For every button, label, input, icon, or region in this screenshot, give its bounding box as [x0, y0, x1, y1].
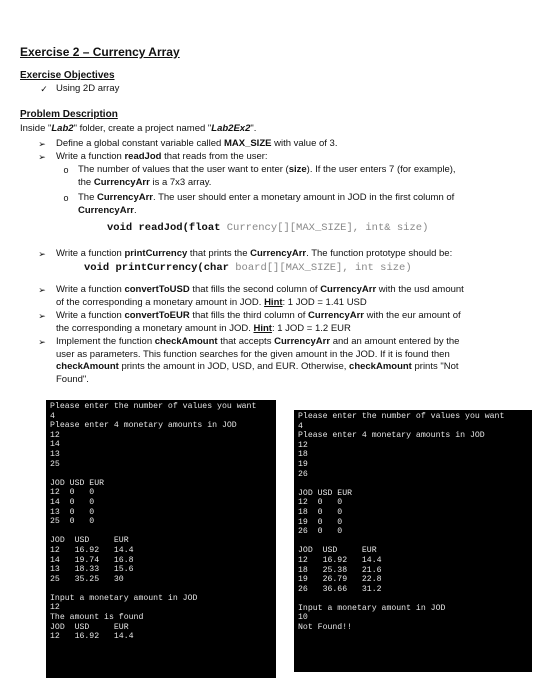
terminal-line [298, 537, 528, 547]
terminal-line: 13 [50, 449, 60, 459]
terminal-line: 19 [298, 459, 308, 469]
terminal-line [50, 584, 272, 594]
exercise-title: Exercise 2 – Currency Array [20, 45, 180, 59]
terminal-line: 14 19.74 16.8 [50, 555, 134, 565]
terminal-line: 10 [298, 613, 308, 623]
terminal-line [298, 479, 528, 489]
subbullet-currencyarr: o The CurrencyArr. The user should enter a monetary amount in JOD in the first column of CurrencyArr. [58, 192, 454, 217]
terminal-line: 25 0 0 [50, 517, 95, 527]
terminal-line: 12 [50, 603, 60, 613]
checkmark-icon: ✓ [40, 84, 48, 94]
terminal-line: 18 0 0 [298, 507, 343, 517]
terminal-line: Not Found!! [298, 623, 353, 633]
terminal-line: 12 16.92 14.4 [298, 555, 382, 565]
terminal-line: 13 0 0 [50, 507, 95, 517]
problem-heading: Problem Description [20, 109, 118, 120]
terminal-line: 12 16.92 14.4 [50, 632, 134, 642]
terminal-line: 4 [298, 421, 303, 431]
terminal-line: 26 0 0 [298, 527, 343, 537]
arrow-bullet-icon: ➢ [38, 152, 46, 162]
terminal-line: 19 0 0 [298, 517, 343, 527]
subbullet-size: o The number of values that the user want to enter (size). If the user enters 7 (for example), the CurrencyArr is a 7x3 array. [58, 164, 456, 189]
terminal-line: Input a monetary amount in JOD [298, 603, 446, 613]
bullet-printcurrency: ➢ Write a function printCurrency that prints the CurrencyArr. The function prototype should be: [34, 248, 452, 261]
arrow-bullet-icon: ➢ [38, 285, 46, 295]
terminal-output-not-found [294, 410, 532, 672]
terminal-line: JOD USD EUR [50, 622, 129, 632]
terminal-line: 13 18.33 15.6 [50, 565, 134, 575]
terminal-line: JOD USD EUR [298, 488, 353, 498]
terminal-line: Please enter the number of values you want [298, 412, 505, 421]
terminal-line: 12 0 0 [298, 498, 343, 508]
terminal-output-found [46, 400, 276, 678]
terminal-line: 18 [298, 450, 308, 460]
arrow-bullet-icon: ➢ [38, 249, 46, 259]
terminal-line: The amount is found [50, 613, 144, 623]
terminal-line [50, 469, 272, 479]
terminal-line: 26 36.66 31.2 [298, 584, 382, 594]
arrow-bullet-icon: ➢ [38, 311, 46, 321]
terminal-line: JOD USD EUR [50, 536, 129, 546]
bullet-readjod: ➢ Write a function readJod that reads from the user: [34, 151, 268, 164]
terminal-line: 12 16.92 14.4 [50, 545, 134, 555]
terminal-line: 26 [298, 469, 308, 479]
terminal-line: 12 0 0 [50, 488, 95, 498]
terminal-line: Please enter the number of values you want [50, 402, 257, 411]
terminal-line: 4 [50, 411, 55, 421]
circle-bullet-icon: o [63, 193, 69, 203]
bullet-checkamount: ➢ Implement the function checkAmount that accepts CurrencyArr and an amount entered by the user as parameters. This function searches for the given amount in the JOD. If it is found then checkAmount prints the amount in JOD, USD, and EUR. Otherwise, checkAmount prints "Not Found". [34, 336, 459, 386]
terminal-line: JOD USD EUR [50, 478, 105, 488]
bullet-converttousd: ➢ Write a function convertToUSD that fills the second column of CurrencyArr with the usd amount of the corresponding a monetary amount in JOD. Hint: 1 JOD = 1.41 USD [34, 284, 464, 309]
terminal-line: Please enter 4 monetary amounts in JOD [298, 431, 485, 441]
terminal-line: 12 [50, 430, 60, 440]
arrow-bullet-icon: ➢ [38, 337, 46, 347]
terminal-line: Please enter 4 monetary amounts in JOD [50, 421, 237, 431]
terminal-line: 25 [50, 459, 60, 469]
objective-item [36, 83, 119, 96]
bullet-converttoeur: ➢ Write a function convertToEUR that fills the third column of CurrencyArr with the eur amount of the corresponding a monetary amount in JOD. Hint: 1 JOD = 1.2 EUR [34, 310, 461, 335]
terminal-line: 19 26.79 22.8 [298, 575, 382, 585]
terminal-line: Input a monetary amount in JOD [50, 593, 198, 603]
readjod-prototype: void readJod(float Currency[][MAX_SIZE], int& size) [107, 222, 429, 234]
circle-bullet-icon: o [63, 165, 69, 175]
arrow-bullet-icon: ➢ [38, 139, 46, 149]
problem-intro: Inside "Lab2" folder, create a project named "Lab2Ex2". [20, 123, 257, 134]
terminal-line: 14 [50, 440, 60, 450]
objectives-heading: Exercise Objectives [20, 70, 115, 81]
terminal-line [298, 594, 528, 604]
terminal-line: JOD USD EUR [298, 546, 377, 556]
objective-text: Using 2D array [56, 83, 120, 94]
terminal-line: 25 35.25 30 [50, 574, 124, 584]
terminal-line: 12 [298, 440, 308, 450]
terminal-line: 14 0 0 [50, 497, 95, 507]
terminal-line [50, 527, 272, 537]
terminal-line: 18 25.38 21.6 [298, 565, 382, 575]
bullet-max-size: ➢ Define a global constant variable called MAX_SIZE with value of 3. [34, 138, 337, 151]
printcurrency-prototype: void printCurrency(char board[][MAX_SIZE], int size) [84, 262, 412, 274]
